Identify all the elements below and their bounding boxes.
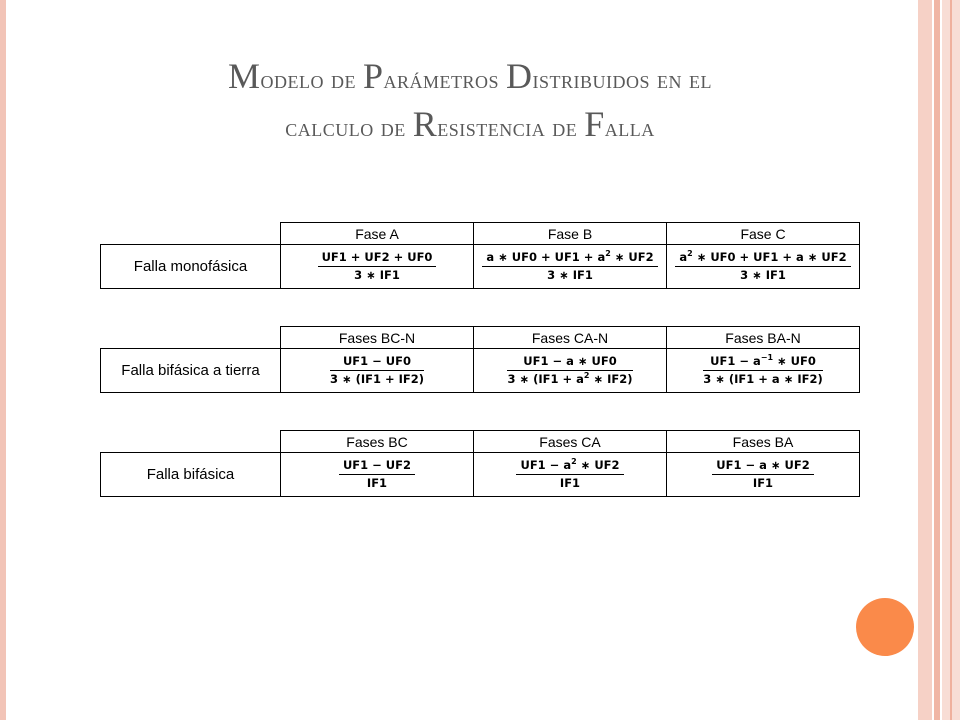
- table-corner: [101, 327, 281, 349]
- accent-circle: [856, 598, 914, 656]
- formula-denominator: 3 ∗ ($IF1 + a^2$ ∗ IF2): [507, 370, 633, 386]
- slide-frame-right-stripe: [934, 0, 940, 720]
- table-corner: [101, 223, 281, 245]
- formula-cell: [281, 453, 474, 497]
- formula-numerator: UF1 − a ∗ UF2: [712, 458, 813, 475]
- formula-denominator: IF1: [366, 475, 388, 490]
- column-header: Fases CA: [474, 431, 667, 453]
- column-header: Fases BA-N: [667, 327, 860, 349]
- formula: [703, 354, 822, 387]
- formula-numerator: UF1 − UF2: [339, 458, 415, 475]
- table-corner: [101, 431, 281, 453]
- column-header: Fase C: [667, 223, 860, 245]
- column-header: Fase B: [474, 223, 667, 245]
- formula-numerator: $UF1 - a^{-1}$ ∗ UF0: [703, 354, 822, 371]
- slide-frame-right-line: [950, 0, 952, 720]
- formula-denominator: 3 ∗ (IF1 + IF2): [329, 371, 425, 386]
- formula: [339, 458, 415, 491]
- formula-denominator: 3 ∗ IF1: [354, 267, 400, 282]
- formula-numerator: UF1 + UF2 + UF0: [318, 250, 437, 267]
- slide-title: [40, 54, 900, 150]
- column-header: Fases BC: [281, 431, 474, 453]
- row-label: Falla bifásica: [101, 453, 281, 497]
- formula-denominator: 3 ∗ (IF1 + a ∗ IF2): [703, 371, 823, 386]
- formula-cell: [667, 349, 860, 393]
- title-line-1: Modelo de Parámetros Distribuidos en el: [227, 56, 713, 96]
- slide-frame-right: [918, 0, 932, 720]
- formula: [318, 250, 437, 283]
- formula-cell: [474, 453, 667, 497]
- formula-numerator: UF1 − a ∗ UF0: [507, 354, 632, 371]
- column-header: Fase A: [281, 223, 474, 245]
- column-header: Fases CA-N: [474, 327, 667, 349]
- formula-cell: [667, 453, 860, 497]
- formula-denominator: 3 ∗ IF1: [547, 267, 593, 282]
- formula: [482, 250, 657, 283]
- column-header: Fases BC-N: [281, 327, 474, 349]
- slide-frame-left: [0, 0, 6, 720]
- formula-cell: [667, 245, 860, 289]
- formula: [507, 354, 632, 387]
- column-header: Fases BA: [667, 431, 860, 453]
- table-falla-bifasica-tierra: [100, 326, 860, 393]
- formula-numerator: $a^2$ ∗ UF0 + UF1 + a ∗ UF2: [675, 250, 850, 267]
- formula-numerator: a ∗ $UF0 + UF1 + a^2$ ∗ UF2: [482, 250, 657, 267]
- title-line-2: calculo de Resistencia de Falla: [285, 104, 655, 144]
- formula-denominator: IF1: [752, 475, 774, 490]
- row-label: Falla monofásica: [101, 245, 281, 289]
- formula: [330, 354, 424, 387]
- formula-numerator: $UF1 - a^2$ ∗ UF2: [516, 458, 623, 475]
- formula: [516, 458, 623, 491]
- formula-cell: [281, 349, 474, 393]
- formula-cell: [281, 245, 474, 289]
- formula-denominator: IF1: [559, 475, 581, 490]
- table-falla-bifasica: [100, 430, 860, 497]
- table-falla-monofasica: [100, 222, 860, 289]
- row-label: Falla bifásica a tierra: [101, 349, 281, 393]
- formula: [675, 250, 850, 283]
- formula-cell: [474, 349, 667, 393]
- formula: [712, 458, 813, 491]
- formula-numerator: UF1 − UF0: [330, 354, 424, 371]
- formula-denominator: 3 ∗ IF1: [740, 267, 786, 282]
- formula-cell: [474, 245, 667, 289]
